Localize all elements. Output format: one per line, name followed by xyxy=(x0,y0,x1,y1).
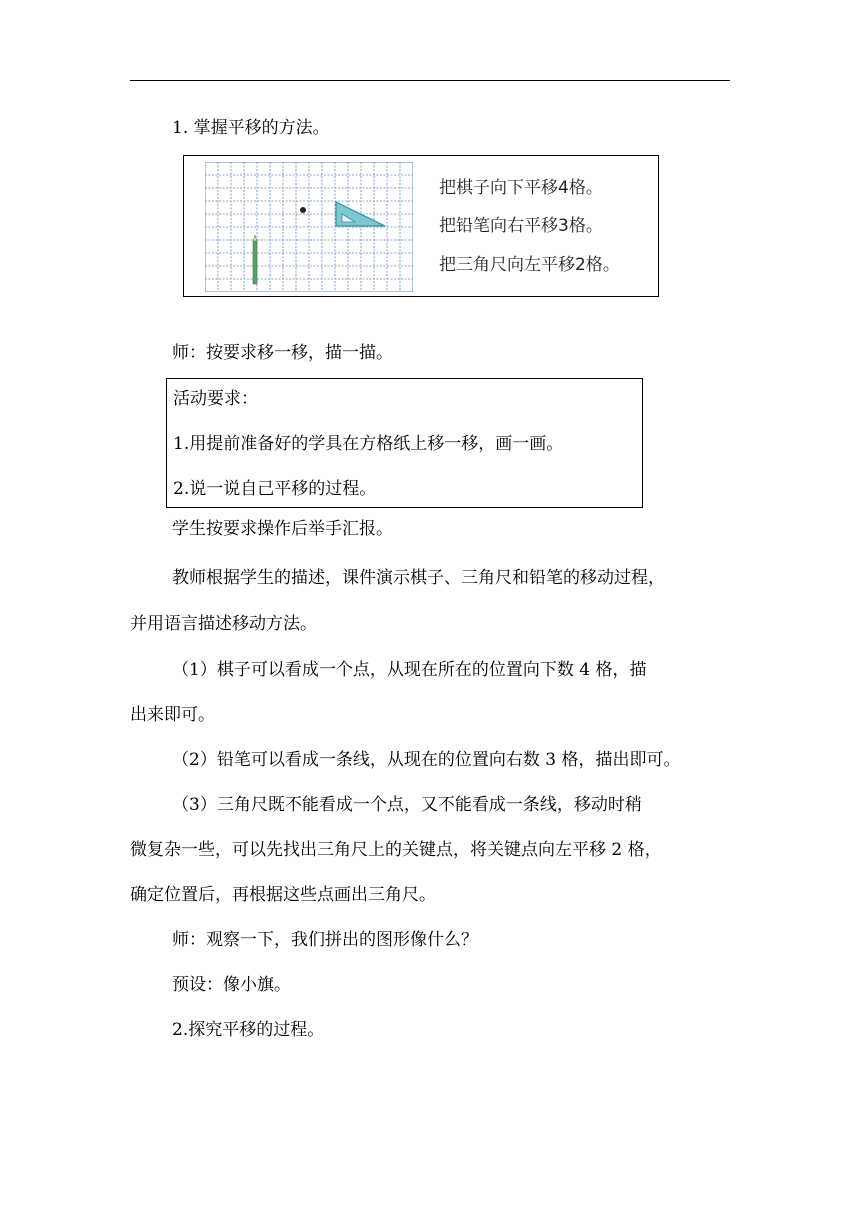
section-1-heading: 1. 掌握平移的方法。 xyxy=(172,118,330,138)
requirement-item: 2.说一说自己平移的过程。 xyxy=(173,479,377,499)
requirement-item: 1.用提前准备好的学具在方格纸上移一移，画一画。 xyxy=(173,434,564,454)
body-paragraph: 师：观察一下，我们拼出的图形像什么？ xyxy=(172,930,478,950)
pencil xyxy=(253,235,257,284)
instruction-chess: 把棋子向下平移4格。 xyxy=(439,178,603,198)
body-paragraph: （1）棋子可以看成一个点，从现在所在的位置向下数 4 格，描 xyxy=(172,660,647,680)
body-paragraph: 确定位置后，再根据这些点画出三角尺。 xyxy=(130,885,436,905)
body-paragraph: 并用语言描述移动方法。 xyxy=(130,614,317,634)
body-paragraph: 出来即可。 xyxy=(130,705,215,725)
header-rule xyxy=(130,80,730,81)
body-paragraph: 教师根据学生的描述，课件演示棋子、三角尺和铅笔的移动过程， xyxy=(172,568,665,588)
body-paragraph: （2）铅笔可以看成一条线，从现在的位置向右数 3 格，描出即可。 xyxy=(172,750,681,770)
instruction-ruler: 把三角尺向左平移2格。 xyxy=(439,255,620,275)
section-2-heading: 2.探究平移的过程。 xyxy=(172,1020,325,1040)
chess-piece xyxy=(300,207,306,213)
teacher-prompt: 师：按要求移一移，描一描。 xyxy=(172,343,393,363)
requirements-title: 活动要求： xyxy=(173,389,258,409)
body-paragraph: 微复杂一些，可以先找出三角尺上的关键点，将关键点向左平移 2 格， xyxy=(130,840,662,860)
activity-requirements-box xyxy=(166,378,643,508)
body-paragraph: 预设：像小旗。 xyxy=(172,975,291,995)
body-paragraph: （3）三角尺既不能看成一个点，又不能看成一条线，移动时稍 xyxy=(172,795,642,815)
translation-figure xyxy=(183,155,659,297)
grid-paper xyxy=(205,162,413,292)
instruction-pencil: 把铅笔向右平移3格。 xyxy=(439,216,603,236)
body-paragraph: 学生按要求操作后举手汇报。 xyxy=(172,519,393,539)
